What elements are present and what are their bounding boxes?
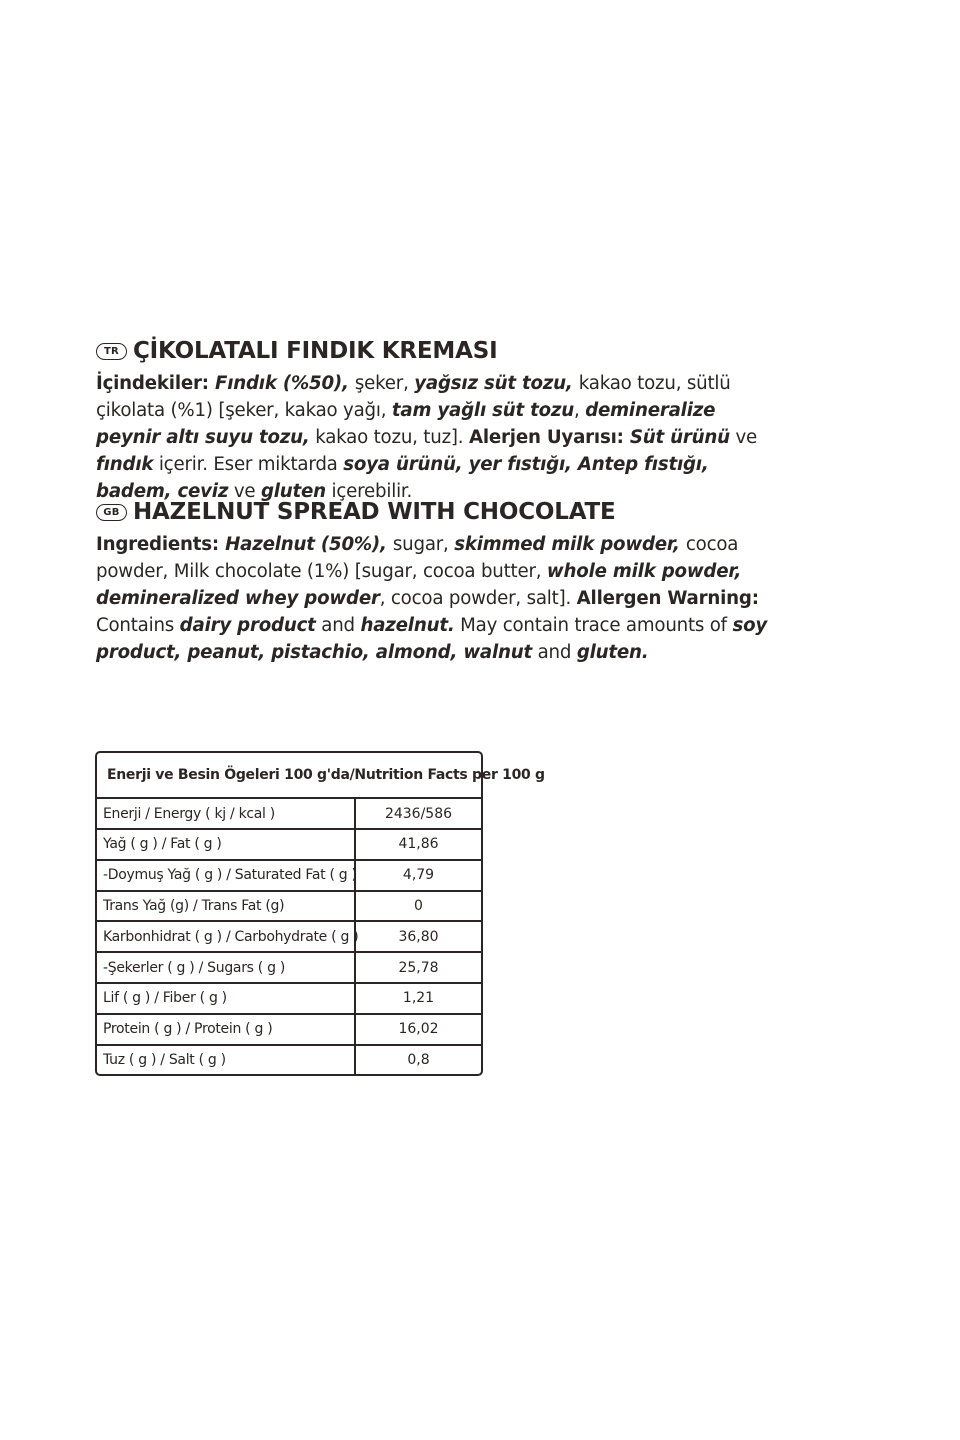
tr-ingredient-run: fındık — [96, 454, 154, 475]
tr-title: ÇİKOLATALI FINDIK KREMASI — [133, 338, 498, 364]
nutrition-table-title: Enerji ve Besin Ögeleri 100 g'da/Nutrition Facts per 100 g — [97, 753, 481, 799]
tr-ingredient-run: ve — [228, 481, 261, 502]
nutrition-row — [97, 828, 481, 859]
nutrient-value: 16,02 — [398, 1021, 439, 1038]
gb-ingredient-run: and — [532, 642, 577, 663]
gb-ingredient-run: sugar, — [392, 534, 455, 555]
nutrient-value: 0,8 — [407, 1051, 430, 1068]
tr-ingredient-run: şeker, — [354, 373, 415, 394]
nutrition-row — [97, 1013, 481, 1044]
nutrition-row — [97, 982, 481, 1013]
tr-ingredient-run: içerebilir. — [325, 481, 413, 502]
tr-heading — [96, 338, 776, 364]
tr-ingredient-run: içerir. Eser miktarda — [153, 454, 344, 475]
gb-ingredient-run: Hazelnut (50%), — [225, 534, 393, 555]
nutrition-row — [97, 890, 481, 921]
gb-ingredient-run: whole milk powder, demineralized whey powder — [96, 561, 742, 609]
gb-ingredient-run: May contain trace amounts of — [454, 615, 733, 636]
nutrient-value: 1,21 — [402, 990, 435, 1007]
nutrient-value: 36,80 — [398, 928, 439, 945]
nutrient-label: Karbonhidrat ( g ) / Carbohydrate ( g ) — [97, 922, 356, 951]
gb-ingredient-run: Ingredients: — [96, 534, 226, 555]
nutrient-value: 25,78 — [398, 959, 439, 976]
gb-ingredient-run: hazelnut. — [360, 615, 455, 636]
tr-ingredient-run: Süt ürünü — [629, 427, 730, 448]
tr-ingredient-run: Fındık (%50), — [214, 373, 355, 394]
nutrient-value: 4,79 — [402, 867, 435, 884]
gb-ingredient-run: , cocoa powder, salt]. — [379, 588, 577, 609]
gb-ingredient-run: gluten. — [576, 642, 649, 663]
nutrition-facts-table — [95, 751, 545, 1076]
gb-ingredient-run: cocoa powder, Milk chocolate (1%) [sugar, cocoa butter, — [96, 534, 739, 582]
tr-ingredient-run: İçindekiler: — [96, 373, 215, 394]
nutrient-value: 41,86 — [398, 836, 439, 853]
tr-ingredient-run: , — [574, 400, 586, 421]
tr-ingredient-run: ve — [729, 427, 758, 448]
gb-title: HAZELNUT SPREAD WITH CHOCOLATE — [133, 499, 616, 525]
tr-ingredient-run: demineralize peynir altı suyu tozu, — [96, 400, 716, 448]
nutrient-value: 0 — [414, 897, 423, 914]
tr-section — [96, 338, 776, 505]
gb-ingredient-run: soy product, peanut, pistachio, almond, walnut — [96, 615, 768, 663]
tr-ingredient-run: gluten — [260, 481, 326, 502]
nutrient-label: -Doymuş Yağ ( g ) / Saturated Fat ( g ) — [97, 861, 356, 890]
nutrient-label: Enerji / Energy ( kj / kcal ) — [97, 799, 356, 828]
gb-language-badge: GB — [96, 504, 127, 521]
gb-ingredients-text — [96, 531, 776, 666]
nutrient-label: Lif ( g ) / Fiber ( g ) — [97, 984, 356, 1013]
nutrition-row — [97, 1044, 481, 1075]
gb-ingredient-run: skimmed milk powder, — [454, 534, 686, 555]
tr-ingredient-run: kakao tozu, sütlü çikolata (%1) [şeker, kakao yağı, — [96, 373, 731, 421]
nutrition-row — [97, 799, 481, 828]
tr-ingredients-text — [96, 370, 776, 505]
nutrient-label: Protein ( g ) / Protein ( g ) — [97, 1015, 356, 1044]
gb-ingredient-run: Allergen Warning: — [576, 588, 759, 609]
tr-ingredient-run: tam yağlı süt tozu — [391, 400, 575, 421]
gb-heading — [96, 499, 776, 525]
tr-language-badge: TR — [96, 343, 127, 360]
nutrient-label: Yağ ( g ) / Fat ( g ) — [97, 830, 356, 859]
nutrition-row — [97, 920, 481, 951]
nutrient-label: Tuz ( g ) / Salt ( g ) — [97, 1046, 356, 1075]
tr-ingredient-run: soya ürünü, yer fıstığı, Antep fıstığı, badem, ceviz — [96, 454, 709, 502]
tr-ingredient-run: Alerjen Uyarısı: — [468, 427, 630, 448]
gb-ingredient-run: and — [315, 615, 361, 636]
nutrition-row — [97, 951, 481, 982]
nutrition-rows — [97, 799, 481, 1074]
tr-ingredient-run: yağsız süt tozu, — [414, 373, 579, 394]
gb-section — [96, 499, 776, 666]
nutrition-row — [97, 859, 481, 890]
nutrient-label: Trans Yağ (g) / Trans Fat (g) — [97, 892, 356, 921]
gb-ingredient-run: Contains — [96, 615, 180, 636]
nutrient-label: -Şekerler ( g ) / Sugars ( g ) — [97, 953, 356, 982]
nutrient-value: 2436/586 — [384, 805, 453, 822]
tr-ingredient-run: kakao tozu, tuz]. — [309, 427, 469, 448]
gb-ingredient-run: dairy product — [179, 615, 316, 636]
